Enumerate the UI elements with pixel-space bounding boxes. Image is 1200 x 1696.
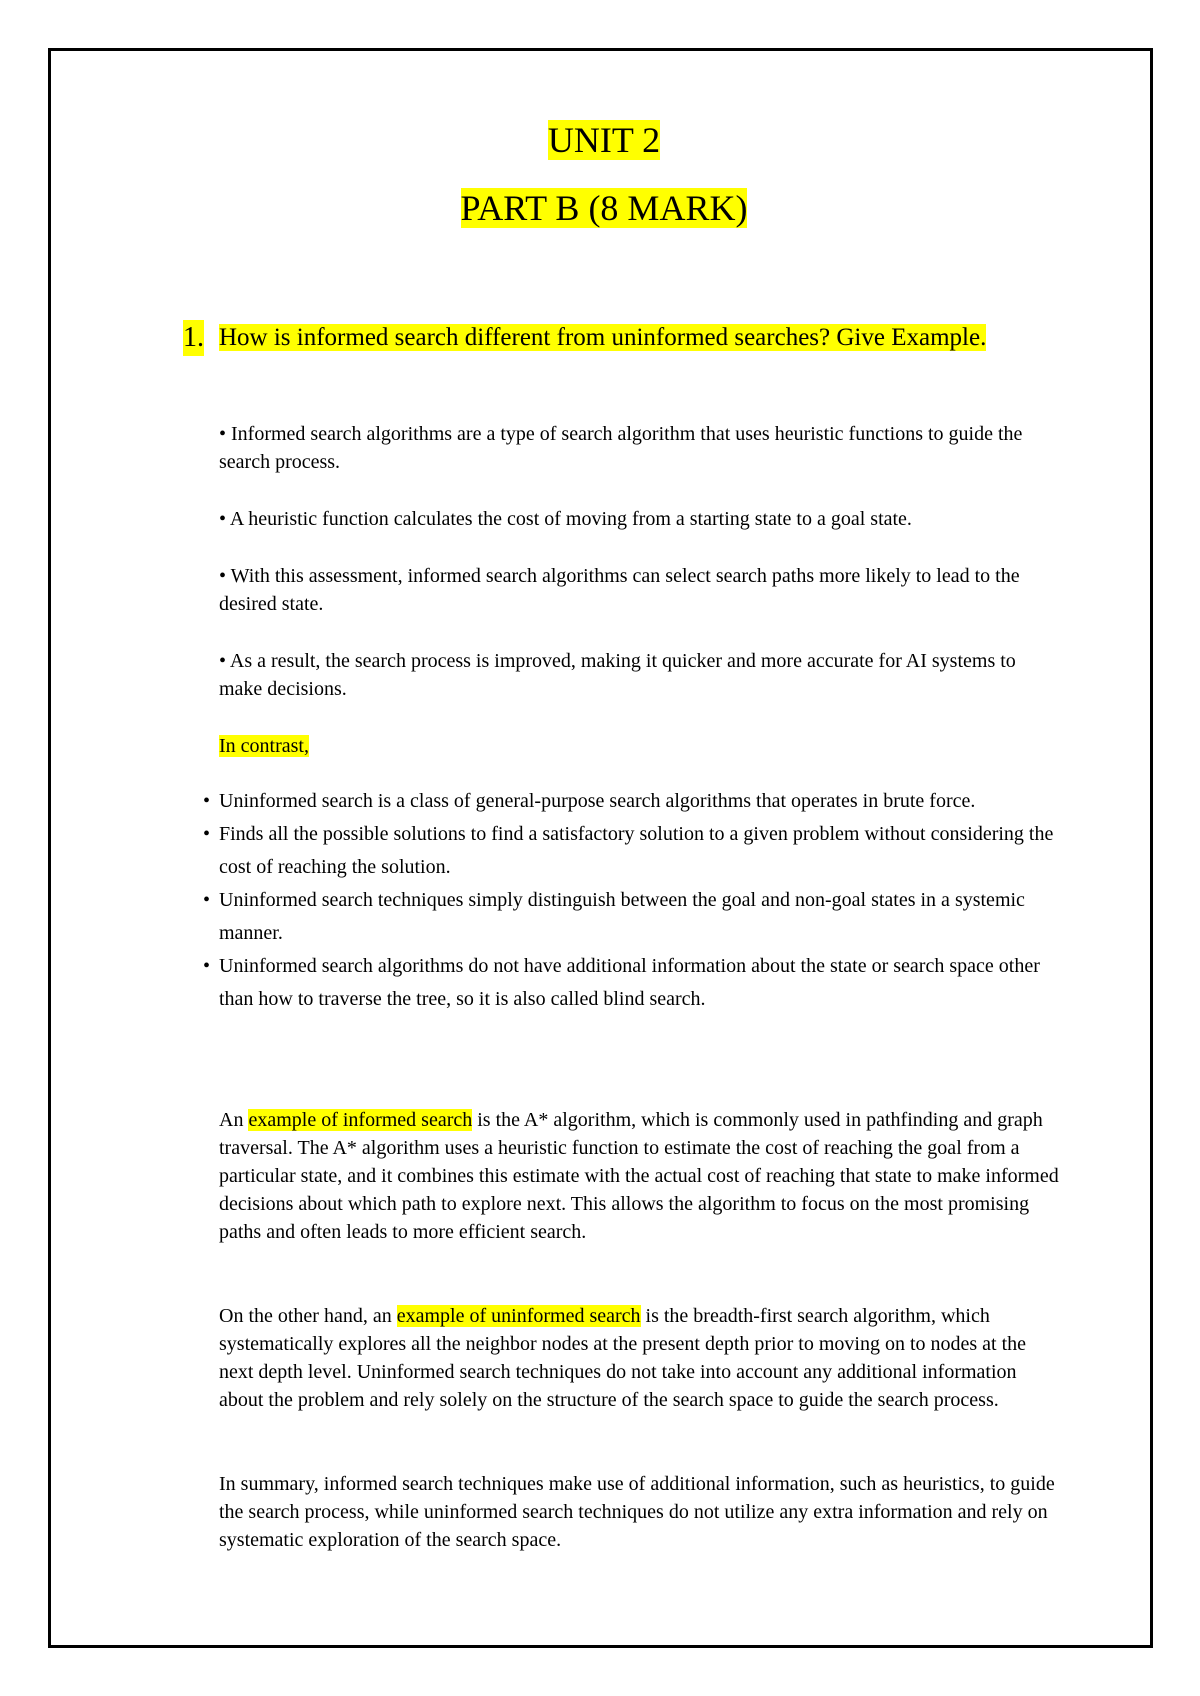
list-item-text: Uninformed search techniques simply distinguish between the goal and non-goal states in a systemic manner. [219, 889, 1025, 944]
list-item [203, 884, 1065, 950]
list-item-text: Uninformed search is a class of general-purpose search algorithms that operates in brute force. [219, 790, 976, 812]
list-item [203, 785, 1065, 818]
question-1 [183, 320, 1003, 356]
informed-example-highlight: example of informed search [248, 1109, 473, 1131]
list-item-text: Finds all the possible solutions to find a satisfactory solution to a given problem without considering the cost of reaching the solution. [219, 823, 1054, 878]
part-title-text: PART B (8 MARK) [460, 188, 748, 228]
contrast-label [219, 732, 1059, 760]
uninformed-example-prefix: On the other hand, an [219, 1305, 397, 1327]
uninformed-example-highlight: example of uninformed search [396, 1305, 641, 1327]
point-2: • A heuristic function calculates the cost of moving from a starting state to a goal state. [219, 508, 912, 530]
list-item [203, 950, 1065, 1016]
informed-example-suffix: is the A* algorithm, which is commonly used in pathfinding and graph traversal. The A* algorithm uses a heuristic function to estimate the cost of reaching the goal from a particular state, and it combines this estimate with the actual cost of reaching that state to make informed decisions about which path to explore next. This allows the algorithm to focus on the most promising paths and often leads to more efficient search. [219, 1109, 1059, 1243]
bullet-icon: • [203, 889, 211, 911]
informed-example-paragraph [219, 1106, 1059, 1246]
bullet-icon: • [203, 790, 211, 812]
informed-example-prefix: An [219, 1109, 249, 1131]
list-item-text: Uninformed search algorithms do not have additional information about the state or search space other than how to traverse the tree, so it is also called blind search. [219, 955, 1040, 1010]
uninformed-example-paragraph [219, 1302, 1059, 1414]
bullet-icon: • [203, 823, 211, 845]
unit-title [219, 118, 989, 162]
point-1: • Informed search algorithms are a type of search algorithm that uses heuristic functions to guide the search process. [219, 423, 1023, 473]
uninformed-example-suffix: is the breadth-first search algorithm, which systematically explores all the neighbor nodes at the present depth prior to moving on to nodes at the next depth level. Uninformed search techniques do not take into account any additional information about the problem and rely solely on the structure of the search space to guide the search process. [219, 1305, 1027, 1411]
question-text: How is informed search different from uninformed searches? Give Example. [219, 324, 987, 351]
contrast-label-text: In contrast, [219, 735, 309, 757]
contrast-list [203, 785, 1065, 1016]
unit-title-text: UNIT 2 [547, 120, 661, 160]
question-number: 1. [183, 320, 204, 356]
part-title [219, 186, 989, 230]
point-3: • With this assessment, informed search algorithms can select search paths more likely to lead to the desired state. [219, 565, 1020, 615]
bullet-icon: • [203, 955, 211, 977]
summary-paragraph: In summary, informed search techniques make use of additional information, such as heuristics, to guide the search process, while uninformed search techniques do not utilize any extra information and rely on systematic exploration of the search space. [219, 1473, 1055, 1551]
list-item [203, 818, 1065, 884]
point-4: • As a result, the search process is improved, making it quicker and more accurate for AI systems to make decisions. [219, 650, 1016, 700]
